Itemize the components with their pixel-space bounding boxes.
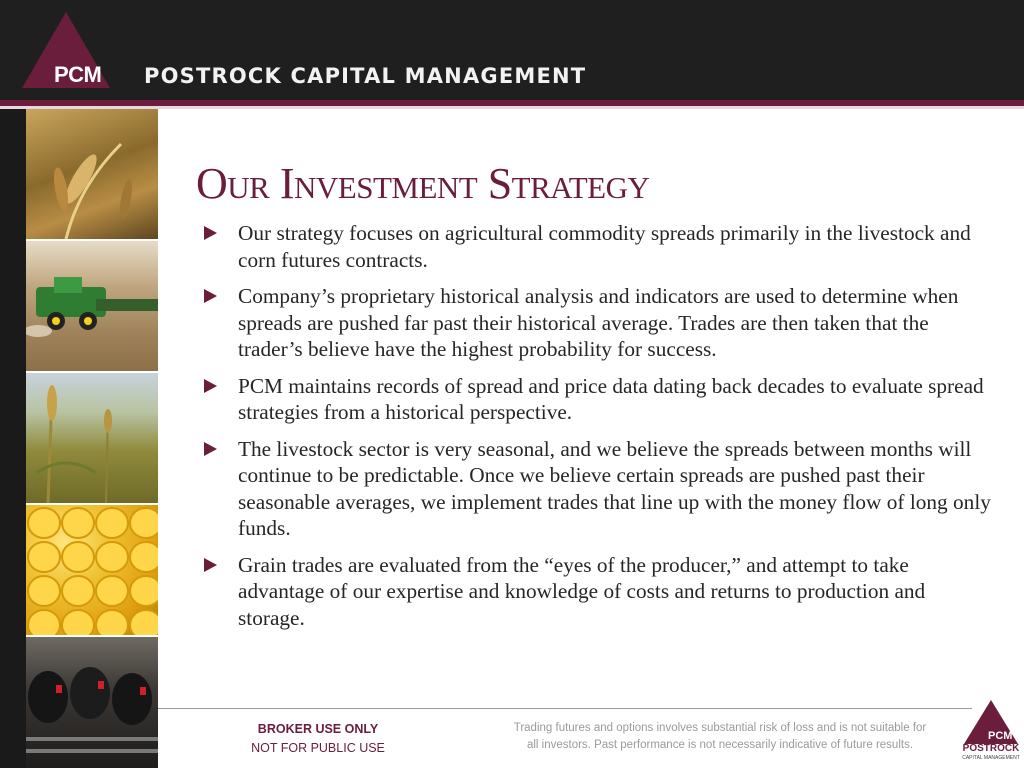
disclaimer-line-2: all investors. Past performance is not necessarily indicative of future results. <box>526 739 914 751</box>
bullet-text: Company’s proprietary historical analysis and indicators are used to determine when spreads are pushed far past their historical average. Trades are then taken that the trader’s believe have the highest probability for success. <box>238 284 959 361</box>
mini-logo-name: POSTROCK <box>962 743 1020 754</box>
bullet-text: Grain trades are evaluated from the “eyes of the producer,” and attempt to take advantage of our expertise and knowledge of costs and returns to production and storage. <box>238 552 926 630</box>
bullet-arrow-icon <box>204 226 217 240</box>
crop-field-photo <box>26 373 158 503</box>
bullet-item <box>196 436 996 542</box>
bullet-item <box>196 373 996 426</box>
corn-illustration <box>26 505 158 635</box>
bullet-arrow-icon <box>204 558 217 572</box>
mini-logo-subtitle: CAPITAL MANAGEMENT <box>962 755 1020 761</box>
bullet-item <box>196 220 996 273</box>
photo-strip <box>26 109 158 768</box>
bullet-text: Our strategy focuses on agricultural commodity spreads primarily in the livestock and corn futures contracts. <box>238 221 971 272</box>
cattle-illustration <box>26 637 158 768</box>
combine-illustration <box>26 241 158 371</box>
bullet-text: PCM maintains records of spread and price data dating back decades to evaluate spread strategies from a historical perspective. <box>238 373 984 424</box>
bullet-arrow-icon <box>204 289 217 303</box>
logo-text: PCM <box>54 62 102 87</box>
bullet-text: The livestock sector is very seasonal, and we believe the spreads between months will continue to be predictable. Once we believe certain spreads are pushed past their seasonable averages, we implement trades that line up with the money flow of long only funds. <box>238 436 991 540</box>
bullet-arrow-icon <box>204 379 217 393</box>
wheat-illustration <box>26 109 158 239</box>
footer-divider <box>158 708 972 709</box>
wheat-photo <box>26 109 158 239</box>
slide-title: Our Investment Strategy <box>196 159 650 208</box>
bullet-item <box>196 552 996 632</box>
left-dark-band <box>0 109 26 768</box>
footer-logo <box>960 700 1022 764</box>
broker-notice <box>248 720 388 758</box>
broker-line-2: NOT FOR PUBLIC USE <box>251 741 385 755</box>
bullet-arrow-icon <box>204 442 217 456</box>
bullet-item <box>196 283 996 363</box>
crop-illustration <box>26 373 158 503</box>
bullet-list <box>196 220 996 641</box>
company-name: POSTROCK CAPITAL MANAGEMENT <box>144 64 587 88</box>
combine-harvester-photo <box>26 241 158 371</box>
mini-logo-pcm: PCM <box>988 730 1013 742</box>
disclaimer-line-1: Trading futures and options involves substantial risk of loss and is not suitable for <box>513 722 927 734</box>
corn-kernels-photo <box>26 505 158 635</box>
risk-disclaimer <box>470 720 970 754</box>
header-bar <box>0 0 1024 100</box>
cattle-photo <box>26 637 158 768</box>
broker-line-1: BROKER USE ONLY <box>257 722 379 736</box>
